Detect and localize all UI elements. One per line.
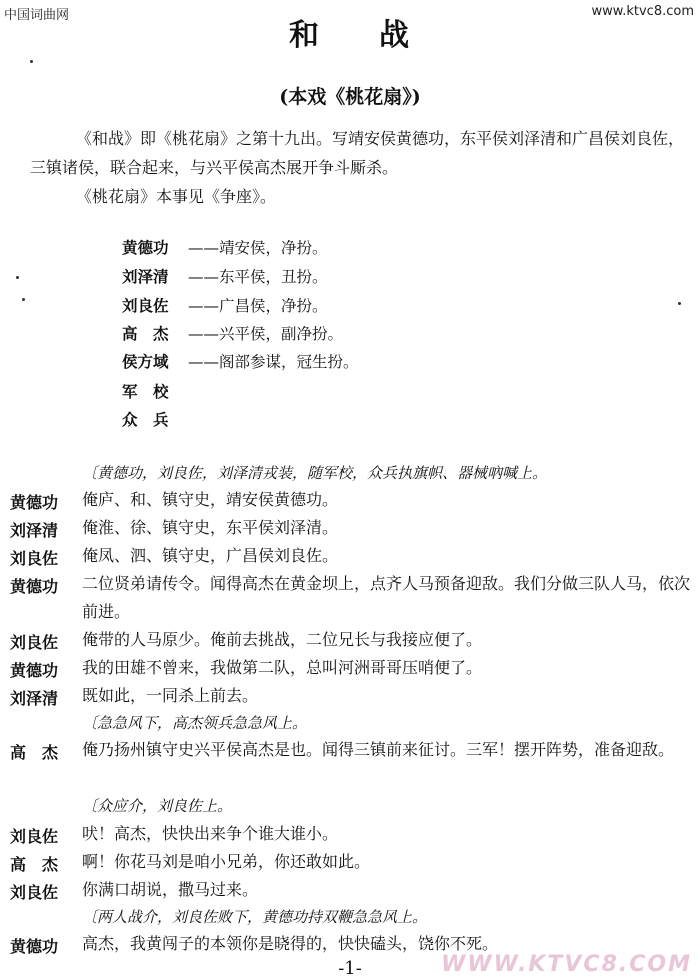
role-desc: ——兴平侯，副净扮。 xyxy=(188,325,344,343)
dialogue-line: 啊！你花马刘是咱小兄弟，你还敢如此。 xyxy=(82,852,371,871)
dialogue-line: 俺庐、和、镇守史，靖安侯黄德功。 xyxy=(82,490,339,509)
site-url-right: www.ktvc8.com xyxy=(591,4,694,19)
speaker-name: 刘泽清 xyxy=(10,689,59,708)
role-name: 刘良佐 xyxy=(122,296,169,315)
speaker-name: 刘良佐 xyxy=(10,633,59,652)
role-desc: ——靖安侯，净扮。 xyxy=(188,239,328,257)
role-entry xyxy=(122,236,328,258)
speck xyxy=(30,60,33,63)
role-name: 黄德功 xyxy=(122,238,169,257)
stage-direction: 〔众应介，刘良佐上。 xyxy=(82,797,233,815)
role-entry xyxy=(122,408,188,430)
speck xyxy=(16,276,19,279)
stage-direction: 〔黄德功，刘良佐，刘泽清戎装，随军校，众兵执旗帜、器械吶喊上。 xyxy=(82,464,548,482)
speaker-name: 高 杰 xyxy=(10,743,59,762)
speaker-name: 刘良佐 xyxy=(10,883,59,902)
intro-paragraph-1: 《和战》即《桃花扇》之第十九出。写靖安侯黄德功，东平侯刘泽清和广昌侯刘良佐，三镇诸侯，联合起来，与兴平侯高杰展开争斗厮杀。 xyxy=(30,129,685,177)
role-name: 侯方域 xyxy=(122,352,169,371)
role-desc: ——东平侯，丑扮。 xyxy=(188,268,328,286)
dialogue-line: 我的田雄不曾来，我做第二队，总叫河洲哥哥压哨便了。 xyxy=(82,658,483,677)
speck xyxy=(22,298,25,301)
subtitle: (本戏《桃花扇》) xyxy=(279,86,421,108)
role-name: 众 兵 xyxy=(122,410,169,429)
speaker-name: 高 杰 xyxy=(10,855,59,874)
speaker-name: 黄德功 xyxy=(10,493,59,512)
intro-paragraph-2: 《桃花扇》本事见《争座》。 xyxy=(76,187,277,206)
page-title xyxy=(0,10,700,54)
role-entry xyxy=(122,322,343,344)
dialogue-line: 俺带的人马原少。俺前去挑战，二位兄长与我接应便了。 xyxy=(82,630,483,649)
role-entry xyxy=(122,265,328,287)
speaker-name: 刘泽清 xyxy=(10,521,59,540)
title-part2: 战 xyxy=(379,18,411,53)
stage-direction: 〔急急风下，高杰领兵急急风上。 xyxy=(82,714,308,732)
watermark: WWW.KTVC8.COM xyxy=(441,952,692,977)
speck xyxy=(678,302,681,305)
title-part1: 和 xyxy=(289,18,321,53)
dialogue-line: 俺凤、泗、镇守史，广昌侯刘良佐。 xyxy=(82,546,339,565)
dialogue-line: 俺淮、徐、镇守史，东平侯刘泽清。 xyxy=(82,518,339,537)
dialogue-line: 高杰，我黄闯子的本领你是晓得的，快快磕头，饶你不死。 xyxy=(82,934,499,953)
dialogue-line: 吠！高杰，快快出来争个谁大谁小。 xyxy=(82,824,339,843)
role-name: 军 校 xyxy=(122,382,169,401)
page-number: -1- xyxy=(338,958,362,979)
dialogue-line: 二位贤弟请传令。闻得高杰在黄金坝上，点齐人马预备迎敌。我们分做三队人马，依次前进。 xyxy=(82,574,691,621)
speaker-name: 刘良佐 xyxy=(10,549,59,568)
dialogue-line: 你满口胡说，撒马过来。 xyxy=(82,880,259,899)
speaker-name: 刘良佐 xyxy=(10,827,59,846)
role-name: 高 杰 xyxy=(122,324,169,343)
dialogue-line: 既如此，一同杀上前去。 xyxy=(82,686,259,705)
speaker-name: 黄德功 xyxy=(10,937,59,956)
role-desc: ——广昌侯，净扮。 xyxy=(188,297,328,315)
speaker-name: 黄德功 xyxy=(10,577,59,596)
role-desc: ——阁部参谋，冠生扮。 xyxy=(188,353,359,371)
stage-direction: 〔两人战介，刘良佐败下，黄德功持双鞭急急风上。 xyxy=(82,908,428,926)
role-entry xyxy=(122,350,359,372)
role-name: 刘泽清 xyxy=(122,267,169,286)
site-name-left: 中国词曲网 xyxy=(4,8,70,23)
speaker-name: 黄德功 xyxy=(10,661,59,680)
dialogue-line: 俺乃扬州镇守史兴平侯高杰是也。闻得三镇前来征讨。三军！摆开阵势，准备迎敌。 xyxy=(82,740,675,759)
role-entry xyxy=(122,380,188,402)
role-entry xyxy=(122,294,328,316)
